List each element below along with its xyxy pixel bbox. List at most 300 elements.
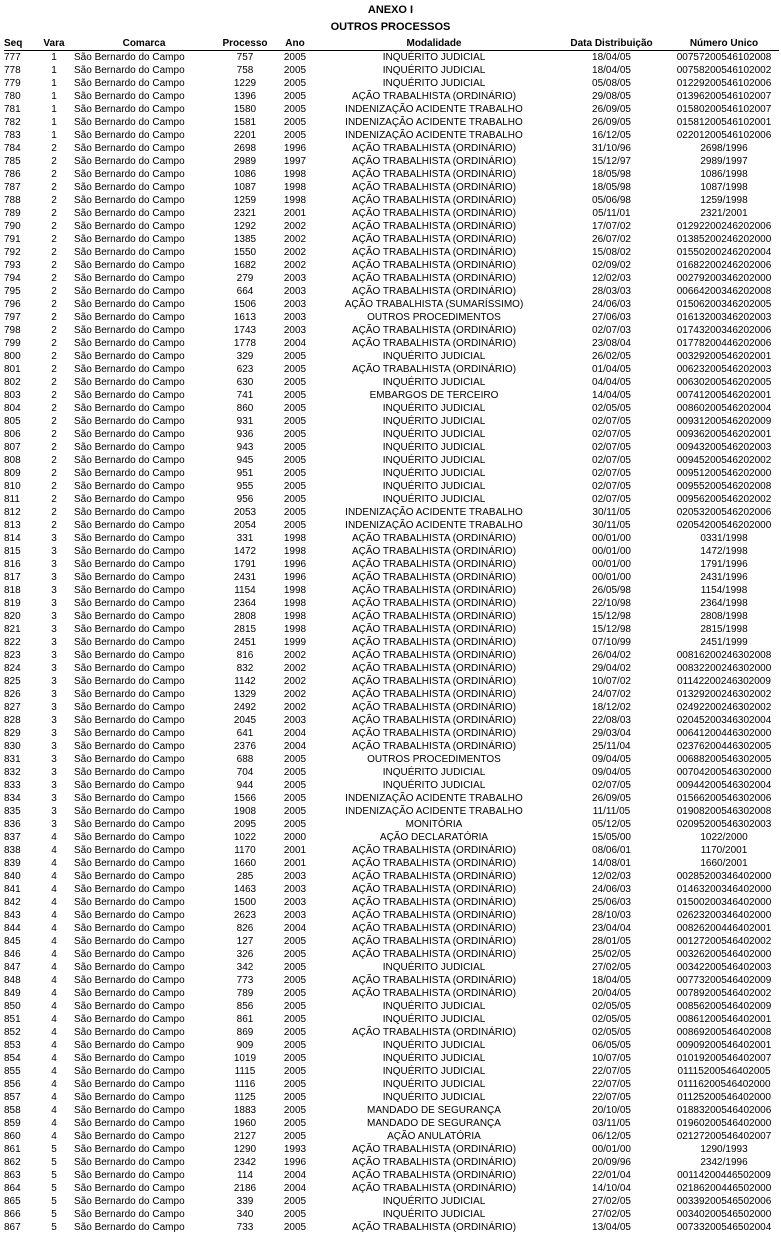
cell-ano: 2005 (283, 468, 307, 479)
cell-processo: 2623 (233, 910, 257, 921)
cell-modalidade: AÇÃO TRABALHISTA (ORDINÁRIO) (351, 169, 517, 180)
cell-numero-unico: 00326200546402000 (676, 949, 772, 960)
cell-modalidade: AÇÃO TRABALHISTA (ORDINÁRIO) (351, 676, 517, 687)
cell-numero-unico: 00757200546102008 (676, 52, 772, 63)
cell-modalidade: INQUÉRITO JUDICIAL (382, 429, 486, 440)
cell-numero-unico: 00936200546202001 (676, 429, 772, 440)
cell-comarca: São Bernardo do Campo (74, 455, 185, 466)
cell-data-distribuicao: 06/05/05 (592, 1040, 631, 1051)
cell-comarca: São Bernardo do Campo (74, 507, 185, 518)
cell-modalidade: AÇÃO TRABALHISTA (ORDINÁRIO) (351, 923, 517, 934)
cell-numero-unico: 00956200546202002 (676, 494, 772, 505)
table-row (4, 1026, 779, 1039)
cell-modalidade: AÇÃO TRABALHISTA (ORDINÁRIO) (351, 689, 517, 700)
cell-data-distribuicao: 15/05/00 (592, 832, 631, 843)
table-row (4, 493, 779, 506)
cell-data-distribuicao: 02/07/05 (592, 494, 631, 505)
cell-comarca: São Bernardo do Campo (74, 1170, 185, 1181)
cell-modalidade: AÇÃO TRABALHISTA (ORDINÁRIO) (351, 156, 517, 167)
cell-vara: 4 (51, 988, 57, 999)
cell-numero-unico: 00114200446502009 (677, 1170, 771, 1181)
cell-ano: 2005 (283, 936, 307, 947)
cell-numero-unico: 00860200546202004 (676, 403, 772, 414)
cell-comarca: São Bernardo do Campo (74, 663, 185, 674)
cell-comarca: São Bernardo do Campo (74, 988, 185, 999)
cell-modalidade: INQUÉRITO JUDICIAL (382, 494, 486, 505)
cell-modalidade: INQUÉRITO JUDICIAL (382, 1014, 486, 1025)
cell-processo: 1682 (233, 260, 257, 271)
cell-seq: 866 (4, 1209, 21, 1220)
header-seq: Seq (4, 38, 34, 51)
cell-processo: 1613 (233, 312, 257, 323)
cell-seq: 864 (4, 1183, 21, 1194)
cell-modalidade: AÇÃO TRABALHISTA (ORDINÁRIO) (351, 325, 517, 336)
cell-processo: 1396 (233, 91, 257, 102)
cell-numero-unico: 01396200546102007 (676, 91, 772, 102)
cell-modalidade: OUTROS PROCEDIMENTOS (367, 312, 501, 323)
cell-processo: 951 (236, 468, 254, 479)
cell-vara: 2 (51, 182, 57, 193)
cell-processo: 1463 (233, 884, 257, 895)
cell-vara: 2 (51, 416, 57, 427)
cell-ano: 2003 (283, 273, 307, 284)
cell-ano: 2005 (283, 429, 307, 440)
table-row (4, 701, 779, 714)
cell-comarca: São Bernardo do Campo (74, 312, 185, 323)
cell-vara: 3 (51, 676, 57, 687)
cell-seq: 826 (4, 689, 21, 700)
cell-numero-unico: 01115200546402005 (677, 1066, 771, 1077)
cell-ano: 2004 (283, 1183, 307, 1194)
cell-ano: 2005 (283, 104, 307, 115)
cell-ano: 2003 (283, 884, 307, 895)
cell-vara: 2 (51, 429, 57, 440)
cell-vara: 3 (51, 806, 57, 817)
cell-seq: 835 (4, 806, 21, 817)
cell-processo: 936 (236, 429, 254, 440)
table-row (4, 506, 779, 519)
table-row (4, 519, 779, 532)
cell-seq: 854 (4, 1053, 21, 1064)
cell-processo: 2095 (233, 819, 257, 830)
cell-numero-unico: 2815/1998 (700, 624, 748, 635)
cell-numero-unico: 01908200546302008 (676, 806, 772, 817)
cell-vara: 2 (51, 325, 57, 336)
header-ano: Ano (276, 38, 314, 51)
cell-vara: 5 (51, 1183, 57, 1194)
cell-ano: 2005 (283, 455, 307, 466)
cell-vara: 3 (51, 559, 57, 570)
cell-numero-unico: 00704200546302000 (676, 767, 772, 778)
cell-data-distribuicao: 22/08/03 (592, 715, 631, 726)
cell-ano: 2005 (283, 1001, 307, 1012)
cell-numero-unico: 01566200546302006 (676, 793, 772, 804)
cell-data-distribuicao: 22/07/05 (592, 1092, 631, 1103)
cell-data-distribuicao: 20/09/96 (592, 1157, 631, 1168)
cell-numero-unico: 01500200346402000 (676, 897, 772, 908)
cell-numero-unico: 00329200546202001 (676, 351, 772, 362)
cell-data-distribuicao: 14/10/04 (592, 1183, 631, 1194)
cell-modalidade: INDENIZAÇÃO ACIDENTE TRABALHO (345, 507, 523, 518)
cell-seq: 787 (4, 182, 21, 193)
cell-numero-unico: 01682200246202006 (676, 260, 772, 271)
cell-modalidade: AÇÃO TRABALHISTA (ORDINÁRIO) (351, 858, 517, 869)
cell-modalidade: AÇÃO TRABALHISTA (ORDINÁRIO) (351, 208, 517, 219)
cell-vara: 2 (51, 260, 57, 271)
cell-seq: 845 (4, 936, 21, 947)
cell-vara: 3 (51, 624, 57, 635)
table-row (4, 1117, 779, 1130)
table-row (4, 246, 779, 259)
cell-vara: 3 (51, 598, 57, 609)
cell-numero-unico: 2989/1997 (700, 156, 748, 167)
cell-processo: 856 (236, 1001, 254, 1012)
table-row (4, 948, 779, 961)
cell-processo: 1472 (233, 546, 257, 557)
cell-seq: 794 (4, 273, 21, 284)
cell-data-distribuicao: 02/07/05 (592, 468, 631, 479)
cell-vara: 3 (51, 702, 57, 713)
cell-modalidade: AÇÃO TRABALHISTA (ORDINÁRIO) (351, 572, 517, 583)
cell-data-distribuicao: 29/08/05 (592, 91, 631, 102)
cell-numero-unico: 00909200546402001 (676, 1040, 772, 1051)
cell-vara: 1 (51, 117, 57, 128)
cell-seq: 849 (4, 988, 21, 999)
cell-ano: 2003 (283, 910, 307, 921)
cell-data-distribuicao: 00/01/00 (592, 533, 631, 544)
table-row (4, 1104, 779, 1117)
cell-comarca: São Bernardo do Campo (74, 624, 185, 635)
table-row (4, 584, 779, 597)
cell-vara: 1 (51, 91, 57, 102)
cell-seq: 840 (4, 871, 21, 882)
cell-modalidade: AÇÃO TRABALHISTA (ORDINÁRIO) (351, 936, 517, 947)
cell-processo: 1791 (233, 559, 257, 570)
cell-comarca: São Bernardo do Campo (74, 1040, 185, 1051)
cell-processo: 1086 (233, 169, 257, 180)
cell-comarca: São Bernardo do Campo (74, 182, 185, 193)
table-row (4, 467, 779, 480)
cell-comarca: São Bernardo do Campo (74, 767, 185, 778)
cell-ano: 1996 (283, 1157, 307, 1168)
cell-seq: 783 (4, 130, 21, 141)
cell-seq: 807 (4, 442, 21, 453)
cell-ano: 2005 (283, 767, 307, 778)
cell-data-distribuicao: 26/09/05 (592, 104, 631, 115)
cell-data-distribuicao: 12/02/03 (592, 871, 631, 882)
cell-ano: 1998 (283, 533, 307, 544)
cell-comarca: São Bernardo do Campo (74, 130, 185, 141)
cell-processo: 1019 (233, 1053, 257, 1064)
cell-processo: 944 (236, 780, 254, 791)
table-row (4, 1169, 779, 1182)
cell-comarca: São Bernardo do Campo (74, 377, 185, 388)
table-row (4, 571, 779, 584)
cell-seq: 848 (4, 975, 21, 986)
table-row (4, 831, 779, 844)
cell-vara: 4 (51, 1053, 57, 1064)
cell-modalidade: INQUÉRITO JUDICIAL (382, 962, 486, 973)
cell-comarca: São Bernardo do Campo (74, 1157, 185, 1168)
cell-comarca: São Bernardo do Campo (74, 1092, 185, 1103)
cell-comarca: São Bernardo do Campo (74, 1079, 185, 1090)
cell-numero-unico: 02623200346402000 (676, 910, 772, 921)
cell-vara: 3 (51, 715, 57, 726)
cell-vara: 3 (51, 819, 57, 830)
cell-comarca: São Bernardo do Campo (74, 390, 185, 401)
cell-comarca: São Bernardo do Campo (74, 611, 185, 622)
cell-vara: 2 (51, 351, 57, 362)
cell-vara: 3 (51, 663, 57, 674)
cell-ano: 2003 (283, 871, 307, 882)
cell-modalidade: INQUÉRITO JUDICIAL (382, 65, 486, 76)
cell-ano: 2005 (283, 1053, 307, 1064)
cell-modalidade: INQUÉRITO JUDICIAL (382, 1053, 486, 1064)
cell-data-distribuicao: 09/04/05 (592, 754, 631, 765)
cell-modalidade: INQUÉRITO JUDICIAL (382, 377, 486, 388)
cell-numero-unico: 01125200546402000 (677, 1092, 771, 1103)
cell-ano: 2005 (283, 130, 307, 141)
cell-processo: 1581 (233, 117, 257, 128)
cell-processo: 861 (236, 1014, 254, 1025)
cell-ano: 2002 (283, 260, 307, 271)
cell-modalidade: AÇÃO TRABALHISTA (ORDINÁRIO) (351, 845, 517, 856)
cell-vara: 3 (51, 611, 57, 622)
cell-comarca: São Bernardo do Campo (74, 871, 185, 882)
cell-comarca: São Bernardo do Campo (74, 221, 185, 232)
cell-ano: 2005 (283, 1014, 307, 1025)
table-row (4, 792, 779, 805)
cell-comarca: São Bernardo do Campo (74, 806, 185, 817)
cell-seq: 786 (4, 169, 21, 180)
table-row (4, 1091, 779, 1104)
cell-data-distribuicao: 17/07/02 (592, 221, 631, 232)
table-row (4, 857, 779, 870)
cell-vara: 3 (51, 780, 57, 791)
cell-vara: 4 (51, 936, 57, 947)
cell-seq: 797 (4, 312, 21, 323)
table-row (4, 532, 779, 545)
cell-vara: 2 (51, 234, 57, 245)
cell-seq: 842 (4, 897, 21, 908)
cell-numero-unico: 01581200546102001 (676, 117, 772, 128)
cell-ano: 2005 (283, 1066, 307, 1077)
cell-data-distribuicao: 18/05/98 (592, 182, 631, 193)
cell-numero-unico: 00789200546402002 (676, 988, 772, 999)
table-body (4, 51, 779, 1235)
cell-processo: 127 (236, 936, 254, 947)
cell-comarca: São Bernardo do Campo (74, 832, 185, 843)
cell-data-distribuicao: 26/09/05 (592, 793, 631, 804)
cell-ano: 2002 (283, 234, 307, 245)
cell-vara: 3 (51, 572, 57, 583)
cell-modalidade: AÇÃO TRABALHISTA (ORDINÁRIO) (351, 286, 517, 297)
cell-ano: 2005 (283, 1131, 307, 1142)
cell-numero-unico: 00339200546502006 (676, 1196, 772, 1207)
cell-vara: 1 (51, 130, 57, 141)
cell-comarca: São Bernardo do Campo (74, 247, 185, 258)
cell-seq: 867 (4, 1222, 21, 1233)
cell-data-distribuicao: 28/10/03 (592, 910, 631, 921)
table-row (4, 480, 779, 493)
cell-seq: 861 (4, 1144, 21, 1155)
page-title: ANEXO I (367, 4, 414, 16)
cell-numero-unico: 00856200546402009 (676, 1001, 772, 1012)
cell-modalidade: AÇÃO TRABALHISTA (ORDINÁRIO) (351, 598, 517, 609)
cell-vara: 3 (51, 793, 57, 804)
cell-vara: 4 (51, 1027, 57, 1038)
cell-processo: 704 (236, 767, 254, 778)
cell-ano: 1997 (283, 156, 307, 167)
cell-seq: 779 (4, 78, 21, 89)
header-comarca: Comarca (74, 38, 214, 51)
table-row (4, 844, 779, 857)
cell-vara: 2 (51, 143, 57, 154)
cell-ano: 2005 (283, 520, 307, 531)
cell-ano: 2004 (283, 1170, 307, 1181)
cell-numero-unico: 00664200346202008 (676, 286, 772, 297)
cell-processo: 945 (236, 455, 254, 466)
cell-comarca: São Bernardo do Campo (74, 910, 185, 921)
cell-data-distribuicao: 26/05/98 (592, 585, 631, 596)
cell-processo: 342 (236, 962, 254, 973)
cell-modalidade: AÇÃO TRABALHISTA (ORDINÁRIO) (351, 247, 517, 258)
cell-processo: 757 (236, 52, 254, 63)
cell-vara: 3 (51, 650, 57, 661)
page-subtitle: OUTROS PROCESSOS (330, 21, 451, 33)
cell-seq: 832 (4, 767, 21, 778)
cell-numero-unico: 00945200546202002 (676, 455, 772, 466)
cell-processo: 2054 (233, 520, 257, 531)
cell-numero-unico: 00869200546402008 (676, 1027, 772, 1038)
cell-processo: 1329 (233, 689, 257, 700)
cell-ano: 1998 (283, 182, 307, 193)
table-row (4, 259, 779, 272)
cell-numero-unico: 2698/1996 (700, 143, 748, 154)
cell-seq: 843 (4, 910, 21, 921)
cell-numero-unico: 02127200546402007 (676, 1131, 772, 1142)
table-row (4, 961, 779, 974)
cell-ano: 1999 (283, 637, 307, 648)
cell-processo: 2989 (233, 156, 257, 167)
cell-processo: 340 (236, 1209, 254, 1220)
cell-modalidade: EMBARGOS DE TERCEIRO (369, 390, 499, 401)
cell-comarca: São Bernardo do Campo (74, 1105, 185, 1116)
cell-modalidade: AÇÃO TRABALHISTA (ORDINÁRIO) (351, 364, 517, 375)
cell-data-distribuicao: 03/11/05 (592, 1118, 631, 1129)
table-row (4, 753, 779, 766)
table-row (4, 1130, 779, 1143)
table-row (4, 740, 779, 753)
cell-modalidade: AÇÃO TRABALHISTA (ORDINÁRIO) (351, 533, 517, 544)
cell-data-distribuicao: 02/05/05 (592, 403, 631, 414)
cell-seq: 811 (4, 494, 20, 505)
cell-processo: 909 (236, 1040, 254, 1051)
cell-seq: 856 (4, 1079, 21, 1090)
cell-numero-unico: 01019200546402007 (676, 1053, 772, 1064)
cell-ano: 2002 (283, 663, 307, 674)
cell-data-distribuicao: 28/01/05 (592, 936, 631, 947)
cell-comarca: São Bernardo do Campo (74, 65, 185, 76)
cell-comarca: São Bernardo do Campo (74, 286, 185, 297)
cell-processo: 2342 (233, 1157, 257, 1168)
cell-modalidade: MANDADO DE SEGURANÇA (367, 1118, 501, 1129)
cell-numero-unico: 00951200546202000 (676, 468, 772, 479)
cell-vara: 4 (51, 871, 57, 882)
cell-data-distribuicao: 15/12/98 (592, 611, 631, 622)
cell-seq: 777 (4, 52, 21, 63)
cell-seq: 862 (4, 1157, 21, 1168)
cell-comarca: São Bernardo do Campo (74, 325, 185, 336)
cell-numero-unico: 01550200246202004 (676, 247, 772, 258)
cell-ano: 2005 (283, 1209, 307, 1220)
cell-numero-unico: 01613200346202003 (676, 312, 772, 323)
cell-processo: 1229 (233, 78, 257, 89)
cell-seq: 805 (4, 416, 21, 427)
cell-numero-unico: 1170/2001 (700, 845, 748, 856)
cell-modalidade: INDENIZAÇÃO ACIDENTE TRABALHO (345, 793, 523, 804)
cell-vara: 2 (51, 286, 57, 297)
cell-comarca: São Bernardo do Campo (74, 481, 185, 492)
table-row (4, 337, 779, 350)
cell-vara: 2 (51, 494, 57, 505)
cell-seq: 839 (4, 858, 21, 869)
cell-vara: 4 (51, 832, 57, 843)
table-row (4, 90, 779, 103)
table-row (4, 64, 779, 77)
cell-seq: 820 (4, 611, 21, 622)
cell-processo: 1116 (234, 1079, 256, 1090)
table-row (4, 116, 779, 129)
cell-processo: 623 (236, 364, 254, 375)
cell-comarca: São Bernardo do Campo (74, 585, 185, 596)
table-row (4, 714, 779, 727)
cell-processo: 733 (236, 1222, 254, 1233)
cell-ano: 2005 (283, 962, 307, 973)
cell-data-distribuicao: 18/04/05 (592, 65, 631, 76)
cell-data-distribuicao: 14/08/01 (592, 858, 631, 869)
cell-data-distribuicao: 26/02/05 (592, 351, 631, 362)
table-row (4, 207, 779, 220)
cell-data-distribuicao: 31/10/96 (592, 143, 631, 154)
table-row (4, 194, 779, 207)
cell-ano: 2005 (283, 975, 307, 986)
cell-ano: 2003 (283, 312, 307, 323)
cell-data-distribuicao: 08/06/01 (592, 845, 631, 856)
cell-modalidade: AÇÃO DECLARATÓRIA (379, 832, 489, 843)
processes-table (4, 38, 779, 1234)
cell-data-distribuicao: 00/01/00 (592, 1144, 631, 1155)
cell-processo: 1142 (234, 676, 256, 687)
table-row (4, 272, 779, 285)
cell-vara: 4 (51, 962, 57, 973)
table-row (4, 623, 779, 636)
cell-vara: 2 (51, 364, 57, 375)
table-row (4, 987, 779, 1000)
cell-seq: 778 (4, 65, 21, 76)
cell-processo: 1550 (233, 247, 257, 258)
cell-data-distribuicao: 13/04/05 (592, 1222, 631, 1233)
table-row (4, 1065, 779, 1078)
cell-comarca: São Bernardo do Campo (74, 104, 185, 115)
cell-numero-unico: 1259/1998 (700, 195, 748, 206)
cell-data-distribuicao: 02/07/05 (592, 429, 631, 440)
table-row (4, 1143, 779, 1156)
cell-comarca: São Bernardo do Campo (74, 351, 185, 362)
cell-seq: 851 (4, 1014, 21, 1025)
header-processo: Processo (214, 38, 276, 51)
cell-data-distribuicao: 22/07/05 (592, 1079, 631, 1090)
